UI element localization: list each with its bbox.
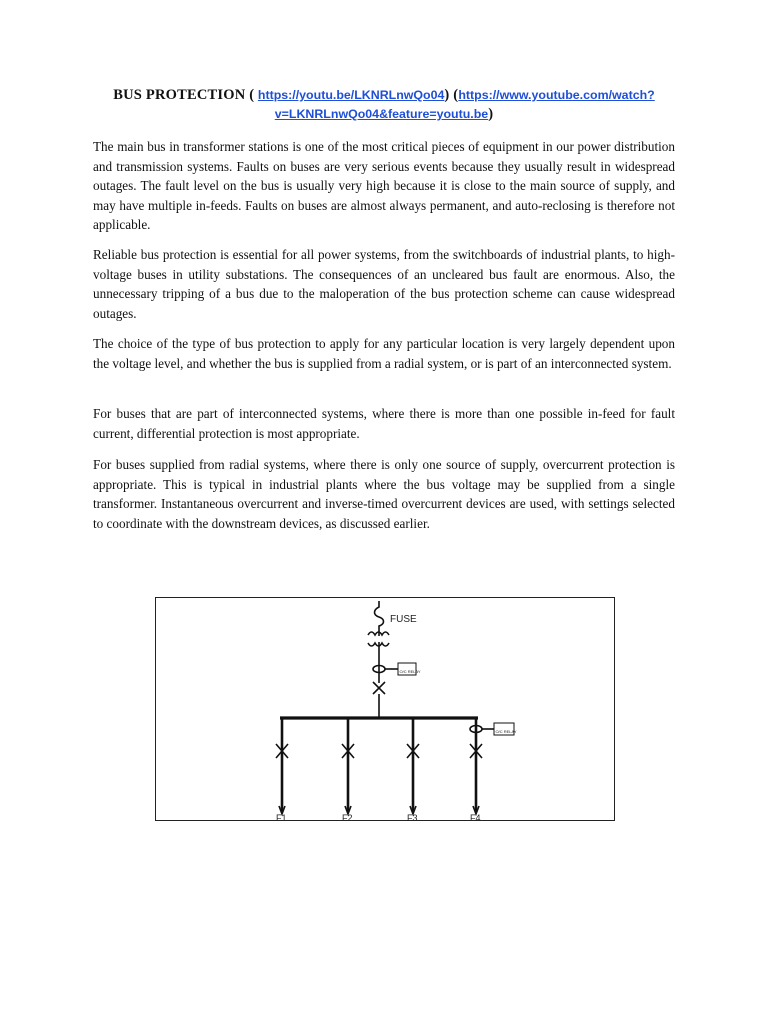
document-title: [93, 86, 675, 124]
youtube-full-link-part1[interactable]: https://www.youtube.com/watch?: [458, 88, 655, 102]
youtube-full-link-part2[interactable]: v=LKNRLnwQo04&feature=youtu.be: [274, 107, 489, 121]
feeder-label-f3: F3: [407, 813, 418, 822]
paragraph-interconnected-systems: For buses that are part of interconnected systems, where there is more than one possible in-feed for fault current, differential protection is most appropriate.: [93, 406, 675, 441]
bus-protection-diagram: [155, 597, 615, 821]
paragraph-choice-of-protection: The choice of the type of bus protection to apply for any particular location is very largely dependent upon the voltage level, and whether the bus is supplied from a radial system, or is part of an interconnected system.: [93, 336, 675, 371]
fuse-symbol: [375, 601, 384, 630]
paragraph-radial-systems: For buses supplied from radial systems, where there is only one source of supply, overcurrent protection is appropriate. This is typical in industrial plants where the bus voltage may be supplied from a single transformer. Instantaneous overcurrent and inverse-timed overcurrent devices are used, with settings selected to coordinate with the downstream devices, as discussed earlier.: [93, 457, 675, 531]
title-close: ): [488, 106, 494, 122]
paragraph-reliable-protection: Reliable bus protection is essential for all power systems, from the switchboards of industrial plants, to high-voltage buses in utility substations. The consequences of an uncleared bus fault are enormous. Also, the unnecessary tripping of a bus due to the maloperation of the bus protection scheme can cause widespread outages.: [93, 247, 675, 321]
title-separator: ) (: [444, 87, 459, 103]
single-line-diagram: [156, 598, 616, 822]
fuse-label: FUSE: [390, 614, 417, 625]
feeder-label-f4: F4: [470, 813, 481, 822]
title-heading: BUS PROTECTION (: [113, 87, 255, 103]
feeder-label-f1: F1: [276, 813, 287, 822]
relay-label-2: O/C RELAY: [495, 729, 517, 734]
main-breaker: [373, 682, 385, 694]
relay-label-1: O/C RELAY: [399, 669, 421, 674]
youtube-short-link[interactable]: https://youtu.be/LKNRLnwQo04: [257, 88, 445, 102]
paragraph-main-bus: The main bus in transformer stations is one of the most critical pieces of equipment in our power distribution and transmission systems. Faults on buses are very serious events because they usually result in widespread outages. The fault level on the bus is usually very high because it is close to the main source of supply, and may have multiple in-feeds. Faults on buses are almost always permanent, and auto-reclosing is therefore not applicable.: [93, 139, 675, 232]
feeder-label-f2: F2: [342, 813, 353, 822]
